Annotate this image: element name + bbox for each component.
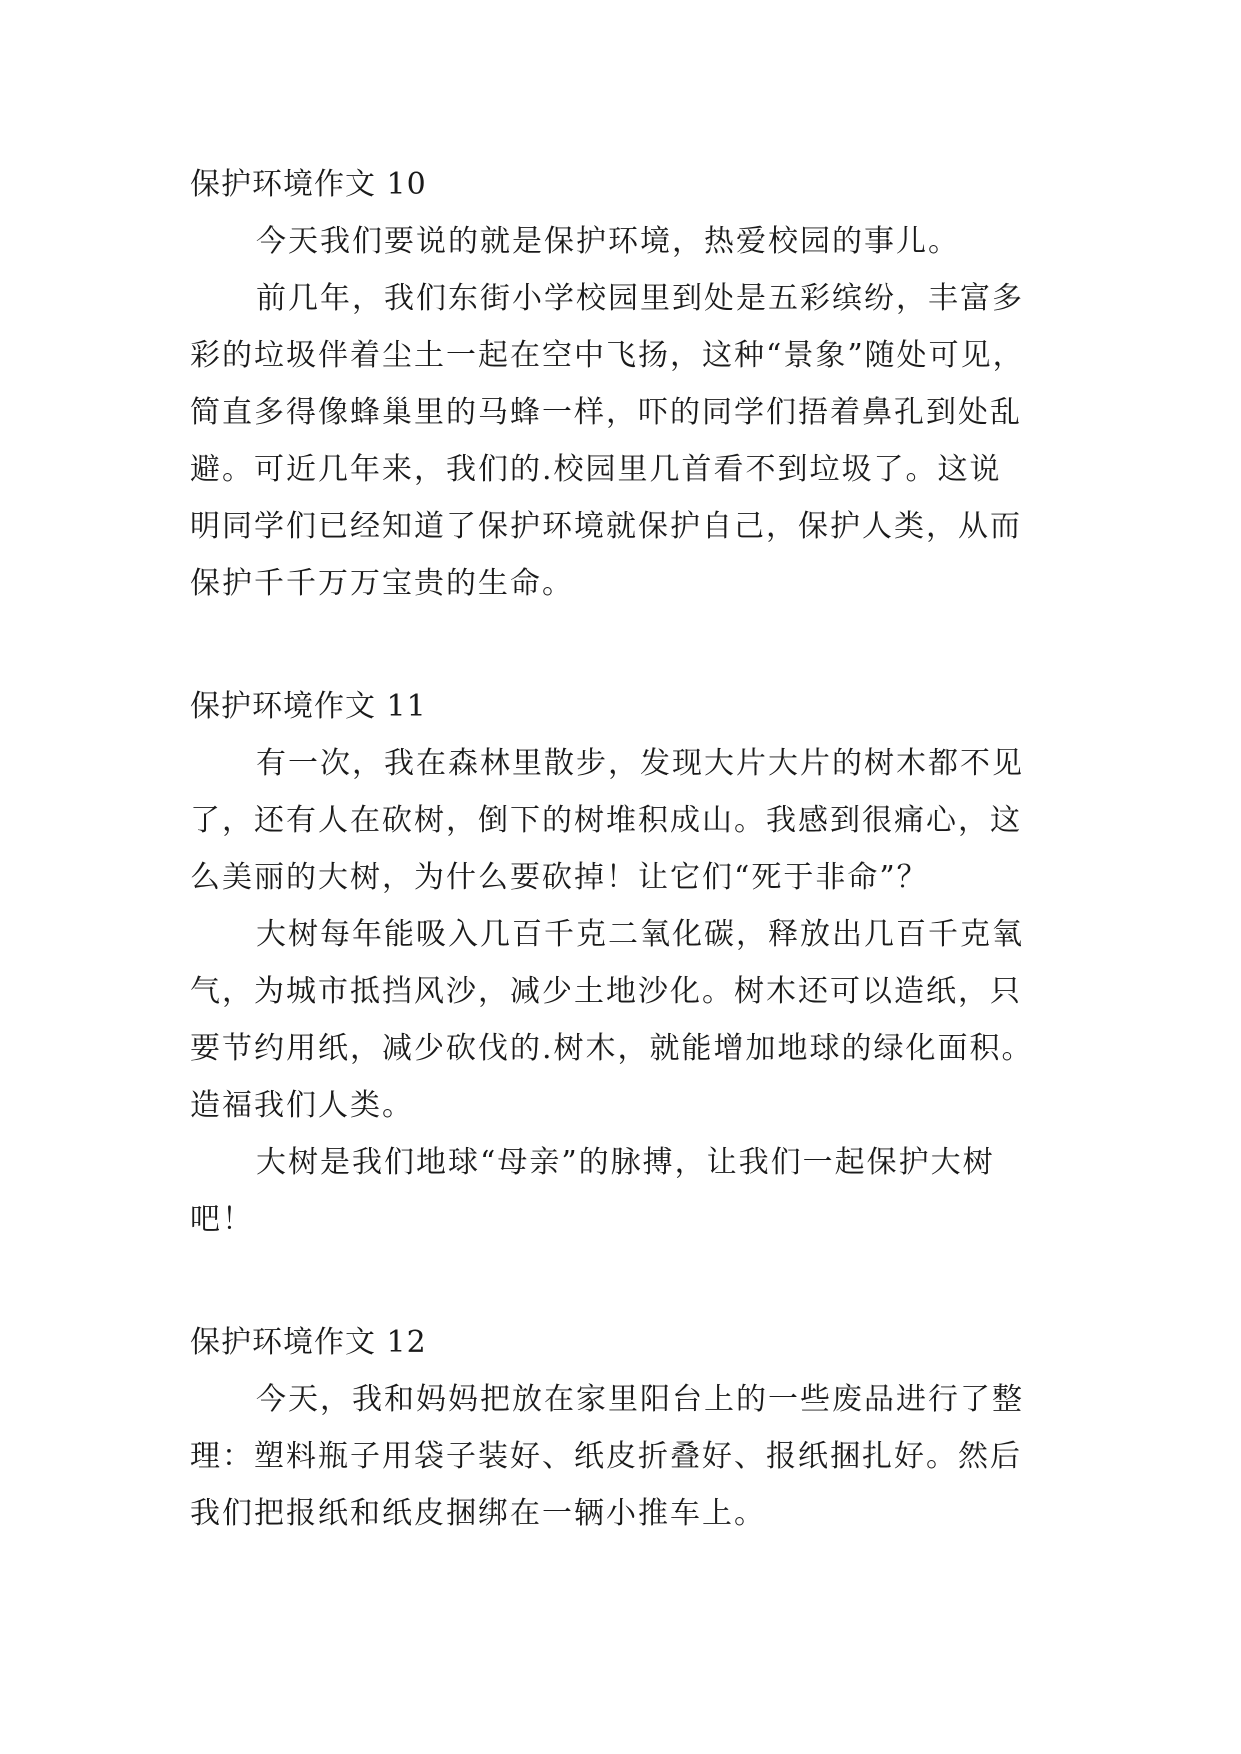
paragraph-line: 造福我们人类。 (190, 1088, 414, 1123)
paragraph-line: 要节约用纸，减少砍伐的.树木，就能增加地球的绿化面积。 (190, 1031, 1034, 1066)
paragraph-line: 有一次，我在森林里散步，发现大片大片的树木都不见 (256, 746, 1024, 781)
paragraph-line: 避。可近几年来，我们的.校园里几首看不到垃圾了。这说 (190, 452, 1002, 487)
paragraph-line: 今天，我和妈妈把放在家里阳台上的一些废品进行了整 (256, 1382, 1024, 1417)
paragraph-line: 简直多得像蜂巢里的马蜂一样，吓的同学们捂着鼻孔到处乱 (190, 395, 1022, 430)
paragraph-line: 理：塑料瓶子用袋子装好、纸皮折叠好、报纸捆扎好。然后 (190, 1439, 1022, 1474)
paragraph-line: 彩的垃圾伴着尘土一起在空中飞扬，这种“景象”随处可见， (190, 338, 1025, 373)
paragraph-line: 大树是我们地球“母亲”的脉搏，让我们一起保护大树 (256, 1145, 995, 1180)
paragraph-line: 么美丽的大树，为什么要砍掉！让它们“死于非命”？ (190, 860, 929, 895)
paragraph-line: 大树每年能吸入几百千克二氧化碳，释放出几百千克氧 (256, 917, 1024, 952)
section-heading: 保护环境作文 11 (190, 689, 427, 724)
paragraph-line: 我们把报纸和纸皮捆绑在一辆小推车上。 (190, 1496, 766, 1531)
section-heading: 保护环境作文 10 (190, 167, 427, 202)
paragraph-line: 气，为城市抵挡风沙，减少土地沙化。树木还可以造纸，只 (190, 974, 1022, 1009)
paragraph-line: 前几年，我们东街小学校园里到处是五彩缤纷，丰富多 (256, 281, 1024, 316)
paragraph-line: 今天我们要说的就是保护环境，热爱校园的事儿。 (256, 224, 960, 259)
paragraph-line: 吧！ (190, 1202, 254, 1237)
section-heading: 保护环境作文 12 (190, 1325, 427, 1360)
paragraph-line: 保护千千万万宝贵的生命。 (190, 566, 574, 601)
paragraph-line: 了，还有人在砍树，倒下的树堆积成山。我感到很痛心，这 (190, 803, 1022, 838)
paragraph-line: 明同学们已经知道了保护环境就保护自己，保护人类，从而 (190, 509, 1022, 544)
